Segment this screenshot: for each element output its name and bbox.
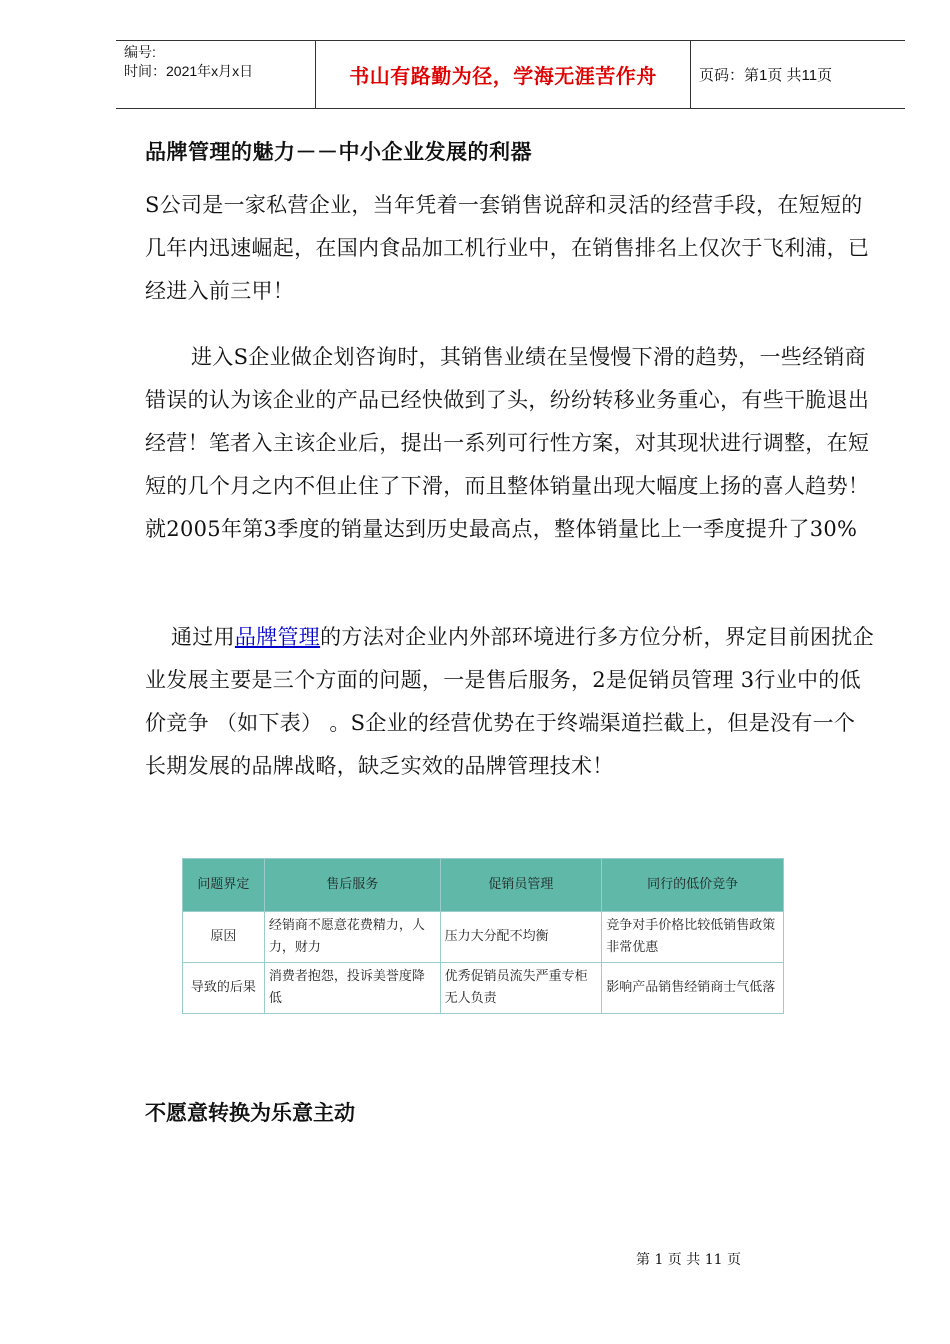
paragraph-3-start: 通过用	[171, 625, 235, 649]
paragraph-3-rest: 的方法对企业内外部环境进行多方位分析，界定目前困扰企业发展主要是三个方面的问题，一是售后服务，2是促销员管理 3行业中的低价竞争 （如下表） 。S企业的经营优势在于终端渠道拦截上，但是没有一个长期发展的品牌战略，缺乏实效的品牌管理技术！	[145, 625, 874, 778]
table-row	[183, 912, 784, 963]
table-cell: 经销商不愿意花费精力，人力，财力	[264, 912, 440, 963]
document-header	[116, 40, 905, 109]
issues-table	[182, 858, 784, 1014]
paragraph-1: S公司是一家私营企业，当年凭着一套销售说辞和灵活的经营手段，在短短的几年内迅速崛起，在国内食品加工机行业中，在销售排名上仅次于飞利浦，已经进入前三甲！	[145, 193, 870, 303]
serial-label: 编号:	[124, 44, 156, 60]
table-cell: 影响产品销售经销商士气低落	[602, 963, 784, 1014]
table-row-label: 导致的后果	[183, 963, 265, 1014]
brand-management-link[interactable]: 品牌管理	[234, 625, 321, 649]
time-label: 时间：2021年x月x日	[124, 63, 254, 79]
table-header-cell: 促销员管理	[440, 859, 602, 912]
table-cell: 压力大分配不均衡	[440, 912, 602, 963]
header-motto: 书山有路勤为径，学海无涯苦作舟	[316, 41, 691, 108]
table-cell: 优秀促销员流失严重专柜无人负责	[440, 963, 602, 1014]
paragraph-3	[145, 616, 875, 788]
paragraph-2: 进入S企业做企划咨询时，其销售业绩在呈慢慢下滑的趋势，一些经销商错误的认为该企业的产品已经快做到了头，纷纷转移业务重心，有些干脆退出经营！笔者入主该企业后，提出一系列可行性方案，对其现状进行调整，在短短的几个月之内不但止住了下滑，而且整体销量出现大幅度上扬的喜人趋势！就2005年第3季度的销量达到历史最高点，整体销量比上一季度提升了30%	[145, 345, 870, 541]
table-cell: 消费者抱怨，投诉美誉度降低	[264, 963, 440, 1014]
header-page-info: 页码：第1页 共11页	[699, 67, 833, 84]
section-subtitle: 不愿意转换为乐意主动	[145, 1101, 355, 1125]
header-meta	[116, 41, 316, 108]
table-header-cell: 同行的低价竞争	[602, 859, 784, 912]
table-row	[183, 963, 784, 1014]
table-row-label: 原因	[183, 912, 265, 963]
table-header-cell: 售后服务	[264, 859, 440, 912]
page-footer: 第 1 页 共 11 页	[636, 1252, 741, 1268]
table-header-cell: 问题界定	[183, 859, 265, 912]
table-header-row	[183, 859, 784, 912]
table-cell: 竞争对手价格比较低销售政策非常优惠	[602, 912, 784, 963]
article-title: 品牌管理的魅力－－中小企业发展的利器	[145, 140, 532, 164]
